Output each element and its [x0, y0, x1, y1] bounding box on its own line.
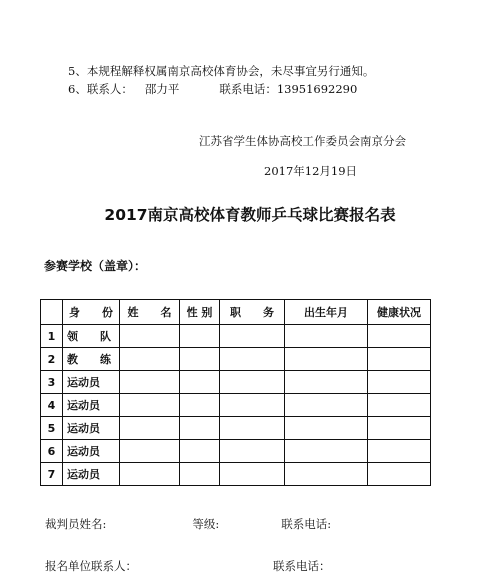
row-role: 领 队	[63, 325, 120, 348]
header-no	[41, 300, 63, 325]
cell-health[interactable]	[368, 440, 431, 463]
row-number: 6	[41, 440, 63, 463]
cell-position[interactable]	[220, 417, 285, 440]
table-row	[41, 348, 431, 371]
cell-name[interactable]	[120, 463, 180, 486]
cell-name[interactable]	[120, 371, 180, 394]
table-row	[41, 371, 431, 394]
table-row	[41, 440, 431, 463]
cell-gender[interactable]	[180, 371, 220, 394]
row-number: 2	[41, 348, 63, 371]
organizer: 江苏省学生体协高校工作委员会南京分会	[199, 134, 406, 148]
table-row	[41, 417, 431, 440]
notice-item-6	[68, 81, 357, 97]
school-label: 参赛学校（盖章）：	[44, 259, 147, 273]
cell-position[interactable]	[220, 440, 285, 463]
cell-birth[interactable]	[285, 463, 368, 486]
cell-gender[interactable]	[180, 417, 220, 440]
cell-position[interactable]	[220, 371, 285, 394]
table-row	[41, 325, 431, 348]
row-role: 运动员	[63, 371, 120, 394]
cell-birth[interactable]	[285, 371, 368, 394]
table-row	[41, 394, 431, 417]
table-row	[41, 463, 431, 486]
row-role: 运动员	[63, 394, 120, 417]
cell-gender[interactable]	[180, 394, 220, 417]
row-number: 5	[41, 417, 63, 440]
cell-health[interactable]	[368, 325, 431, 348]
cell-name[interactable]	[120, 325, 180, 348]
header-birth: 出生年月	[285, 300, 368, 325]
referee-line	[45, 516, 331, 532]
cell-birth[interactable]	[285, 325, 368, 348]
unit-contact-line	[45, 558, 331, 574]
cell-position[interactable]	[220, 463, 285, 486]
cell-birth[interactable]	[285, 417, 368, 440]
cell-gender[interactable]	[180, 440, 220, 463]
cell-position[interactable]	[220, 325, 285, 348]
cell-name[interactable]	[120, 417, 180, 440]
cell-health[interactable]	[368, 371, 431, 394]
cell-health[interactable]	[368, 348, 431, 371]
contact-phone: 13951692290	[276, 82, 358, 96]
issue-date: 2017年12月19日	[264, 164, 358, 178]
row-number: 7	[41, 463, 63, 486]
row-number: 3	[41, 371, 63, 394]
cell-position[interactable]	[220, 348, 285, 371]
header-role: 身 份	[63, 300, 120, 325]
table-header-row	[41, 300, 431, 325]
notice-item-5: 5、本规程解释权属南京高校体育协会，未尽事宜另行通知。	[68, 64, 375, 78]
cell-health[interactable]	[368, 463, 431, 486]
cell-name[interactable]	[120, 348, 180, 371]
row-role: 教 练	[63, 348, 120, 371]
header-gender: 性 别	[180, 300, 220, 325]
form-title: 2017南京高校体育教师乒乓球比赛报名表	[104, 206, 396, 224]
cell-birth[interactable]	[285, 394, 368, 417]
cell-name[interactable]	[120, 440, 180, 463]
cell-gender[interactable]	[180, 348, 220, 371]
row-number: 4	[41, 394, 63, 417]
row-role: 运动员	[63, 463, 120, 486]
header-health: 健康状况	[368, 300, 431, 325]
cell-name[interactable]	[120, 394, 180, 417]
unit-contact-label: 报名单位联系人：	[45, 559, 137, 573]
cell-birth[interactable]	[285, 440, 368, 463]
cell-birth[interactable]	[285, 348, 368, 371]
row-role: 运动员	[63, 417, 120, 440]
cell-health[interactable]	[368, 394, 431, 417]
row-number: 1	[41, 325, 63, 348]
level-label: 等级:	[192, 517, 220, 531]
contact-name: 邵力平	[144, 82, 180, 96]
contact-label: 6、联系人：	[68, 82, 133, 96]
cell-gender[interactable]	[180, 463, 220, 486]
contact-phone-label: 联系电话：	[219, 82, 277, 96]
referee-label: 裁判员姓名:	[45, 517, 107, 531]
row-role: 运动员	[63, 440, 120, 463]
cell-gender[interactable]	[180, 325, 220, 348]
cell-position[interactable]	[220, 394, 285, 417]
header-position: 职 务	[220, 300, 285, 325]
header-name: 姓 名	[120, 300, 180, 325]
cell-health[interactable]	[368, 417, 431, 440]
referee-phone-label: 联系电话:	[281, 517, 332, 531]
unit-contact-phone-label: 联系电话：	[273, 559, 331, 573]
registration-table	[40, 299, 431, 486]
